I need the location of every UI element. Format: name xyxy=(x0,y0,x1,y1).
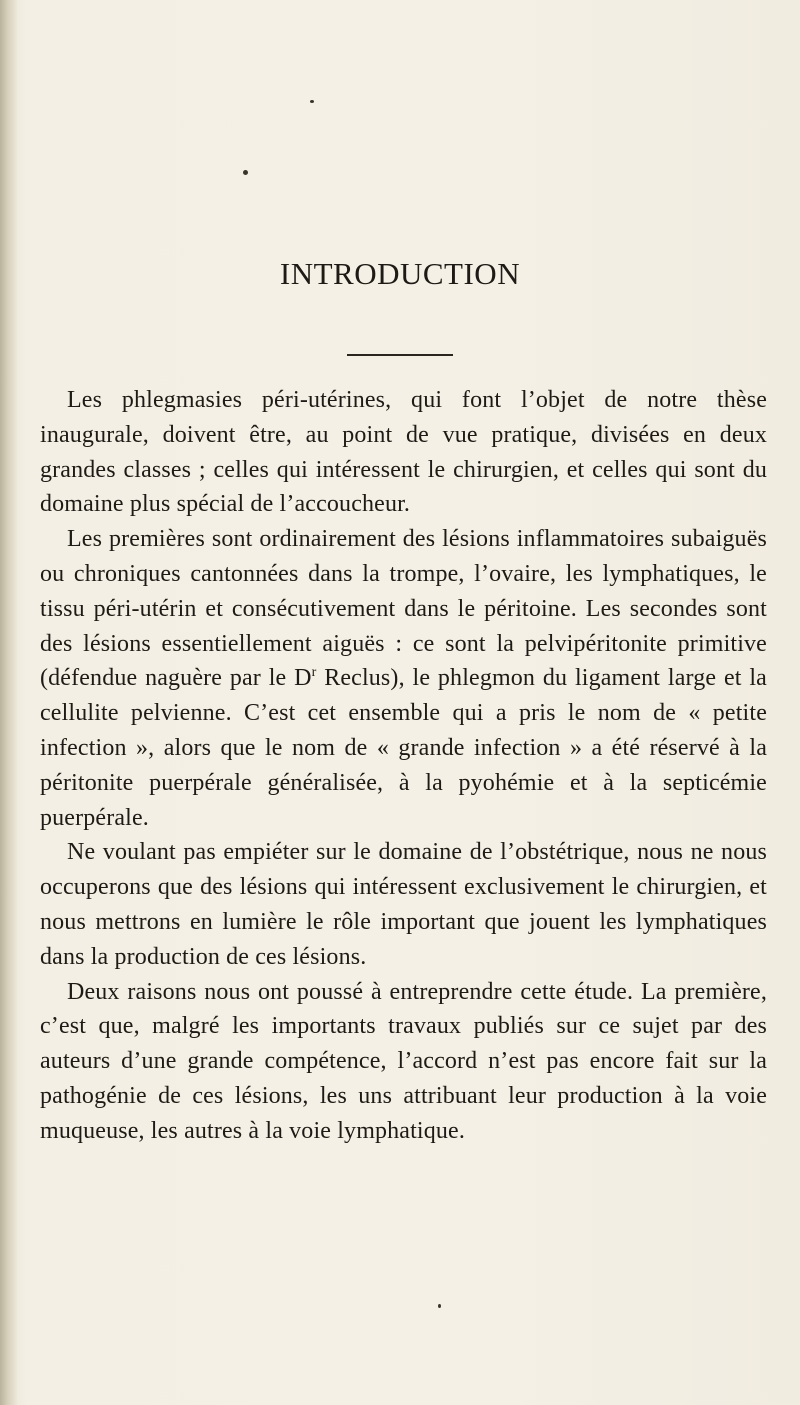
ink-speck xyxy=(310,100,314,103)
paragraph-2 xyxy=(40,522,767,835)
binding-shadow xyxy=(0,0,18,1405)
superscript-r: r xyxy=(311,665,317,681)
chapter-title: INTRODUCTION xyxy=(279,256,521,291)
paragraph-1: Les phlegmasies péri-utérines, qui font l’objet de notre thèse inaugurale, doivent être, au point de vue pratique, divisées en deux grandes classes ; celles qui intéressent le chirurgien, et celles qui sont du domaine plus spécial de l’accoucheur. xyxy=(40,387,767,518)
ink-speck xyxy=(438,1304,441,1308)
paragraph-4: Deux raisons nous ont poussé à entreprendre cette étude. La première, c’est que, malgré les importants travaux publiés sur ce sujet par des auteurs d’une grande compétence, l’accord n’est pas encore fait sur la pathogénie de ces lésions, les uns attribuant leur production à la voie muqueuse, les autres à la voie lymphatique. xyxy=(40,978,767,1144)
paragraph-3: Ne voulant pas empiéter sur le domaine de l’obstétrique, nous ne nous occuperons que des lésions qui intéressent exclusivement le chirurgien, et nous mettrons en lumière le rôle important que jouent les lymphatiques dans la production de ces lésions. xyxy=(40,839,767,970)
title-divider xyxy=(347,354,453,356)
ink-speck xyxy=(243,170,248,175)
paragraph-2-text-before: Les premières sont ordinairement des lésions inflammatoires subaiguës ou chroniques cantonnées dans la trompe, l’ovaire, les lymphatiques, le tissu péri-utérin et consécutivement dans le péritoine. Les secondes sont des lésions essentiellement aiguës : ce sont la pelvipéritonite primitive (défendue naguère par le D xyxy=(40,526,767,692)
body-text xyxy=(40,383,767,1149)
paragraph-2-text-after: Reclus), le phlegmon du ligament large et la cellulite pelvienne. C’est cet ensemble qui a pris le nom de « petite infection », alors que le nom de « grande infection » a été réservé à la péritonite puerpérale généralisée, à la pyohémie et à la septicémie puerpérale. xyxy=(40,665,767,831)
